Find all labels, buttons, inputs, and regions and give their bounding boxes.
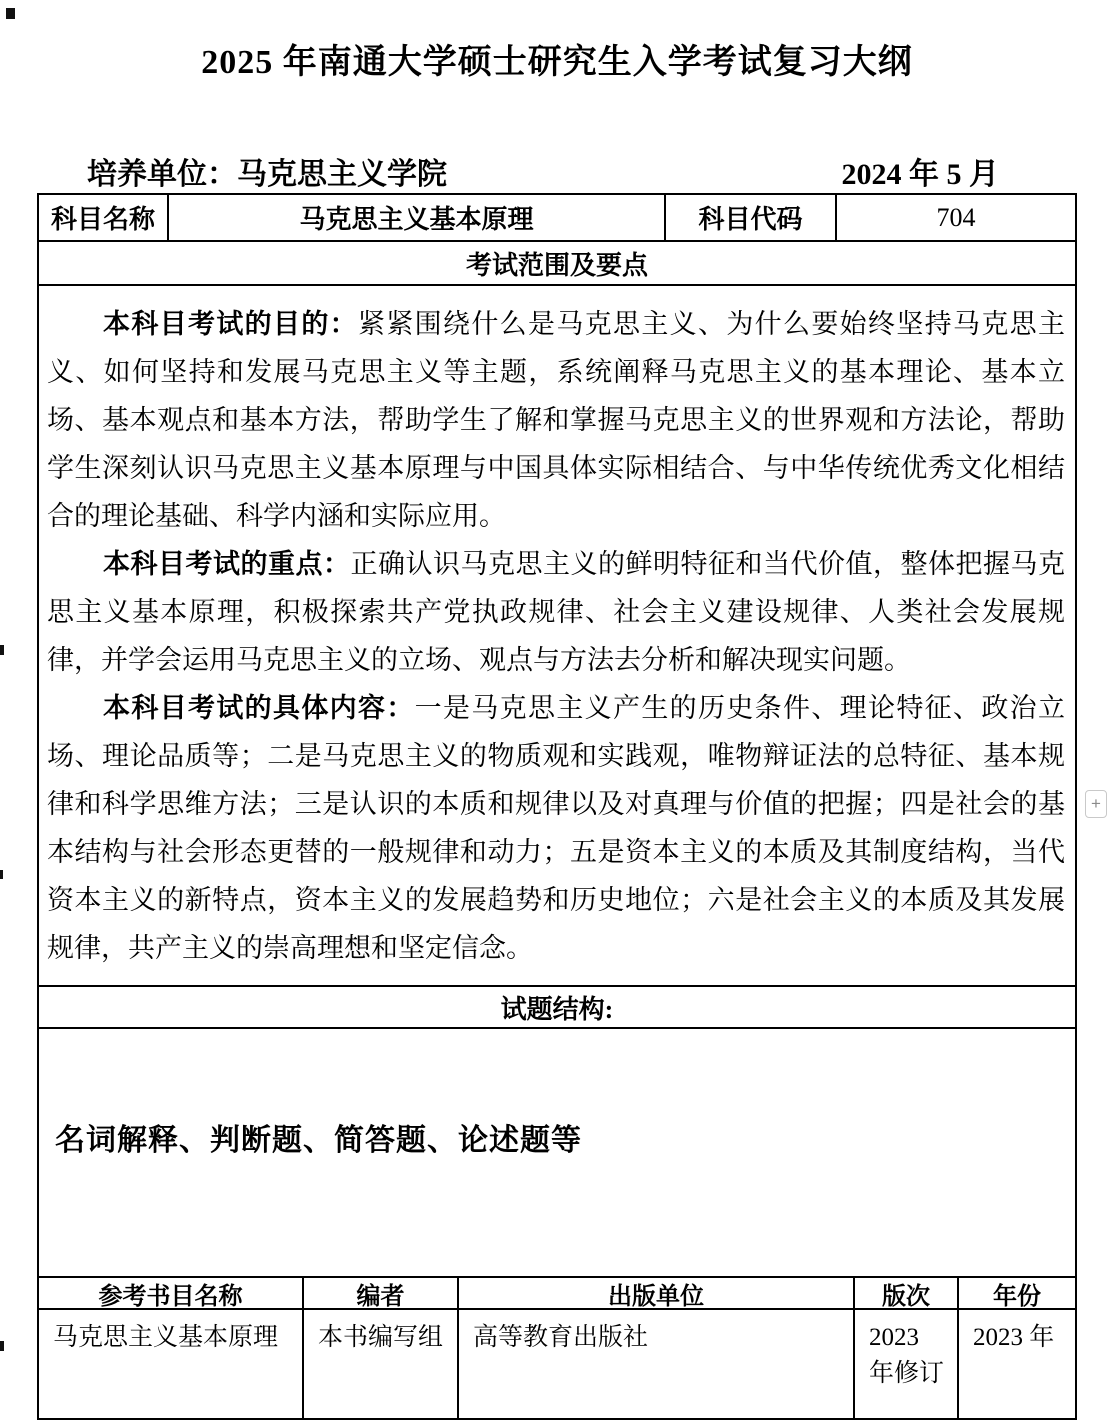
scope-paragraph	[47, 300, 1065, 540]
structure-body	[39, 1027, 1075, 1276]
training-unit-text: 培养单位：马克思主义学院	[87, 158, 447, 191]
subject-name-value: 马克思主义基本原理	[167, 195, 664, 240]
scope-paragraph	[47, 684, 1065, 972]
paragraph-text: 正确认识马克思主义的鲜明特征和当代价值，整体把握马克思主义基本原理，积极探索共产党执政规律、社会主义建设规律、人类社会发展规律，并学会运用马克思主义的立场、观点与方法去分析和解决现实问题。	[47, 549, 1065, 675]
scan-artifact	[0, 645, 4, 655]
subject-code-label: 科目代码	[664, 195, 835, 240]
ref-year: 2023 年	[957, 1310, 1075, 1418]
subject-code-value: 704	[835, 195, 1075, 240]
ref-publisher: 高等教育出版社	[457, 1310, 853, 1418]
date-text: 2024 年 5 月	[841, 158, 999, 191]
ref-header-book-name: 参考书目名称	[98, 1283, 243, 1308]
scope-header: 考试范围及要点	[39, 240, 1075, 284]
paragraph-lead: 本科目考试的目的：	[103, 309, 358, 339]
structure-content: 名词解释、判断题、简答题、论述题等	[55, 1124, 582, 1157]
paragraph-lead: 本科目考试的重点：	[103, 549, 351, 579]
ref-edition: 2023 年修订	[853, 1310, 957, 1418]
ref-header-publisher: 出版单位	[457, 1278, 853, 1308]
scope-paragraph	[47, 540, 1065, 684]
add-button[interactable]: +	[1085, 790, 1107, 818]
paragraph-text: 紧紧围绕什么是马克思主义、为什么要始终坚持马克思主义、如何坚持和发展马克思主义等主题，系统阐释马克思主义的基本理论、基本立场、基本观点和基本方法，帮助学生了解和掌握马克思主义的世界观和方法论，帮助学生深刻认识马克思主义基本原理与中国具体实际相结合、与中华传统优秀文化相结合的理论基础、科学内涵和实际应用。	[47, 309, 1065, 531]
paragraph-lead: 本科目考试的具体内容：	[103, 693, 415, 723]
scan-artifact	[6, 8, 15, 19]
page-title: 2025 年南通大学硕士研究生入学考试复习大纲	[201, 44, 913, 81]
scan-artifact	[0, 1341, 4, 1351]
table-row	[39, 1308, 1075, 1418]
scan-artifact	[0, 870, 3, 879]
paragraph-text: 一是马克思主义产生的历史条件、理论特征、政治立场、理论品质等；二是马克思主义的物质观和实践观，唯物辩证法的总特征、基本规律和科学思维方法；三是认识的本质和规律以及对真理与价值的把握；四是社会的基本结构与社会形态更替的一般规律和动力；五是资本主义的本质及其制度结构，当代资本主义的新特点，资本主义的发展趋势和历史地位；六是社会主义的本质及其发展规律，共产主义的崇高理想和坚定信念。	[47, 693, 1066, 963]
structure-header: 试题结构:	[39, 985, 1075, 1027]
scope-body	[39, 284, 1075, 985]
outline-table	[37, 193, 1077, 1420]
references-header-row	[39, 1276, 1075, 1308]
subject-row	[39, 195, 1075, 240]
ref-book-name: 马克思主义基本原理	[53, 1324, 279, 1351]
ref-header-year: 年份	[957, 1278, 1075, 1308]
subject-name-label: 科目名称	[50, 205, 155, 234]
ref-header-edition: 版次	[853, 1278, 957, 1308]
ref-editor: 本书编写组	[302, 1310, 457, 1418]
ref-header-editor: 编者	[302, 1278, 457, 1308]
meta-row	[37, 153, 1077, 193]
